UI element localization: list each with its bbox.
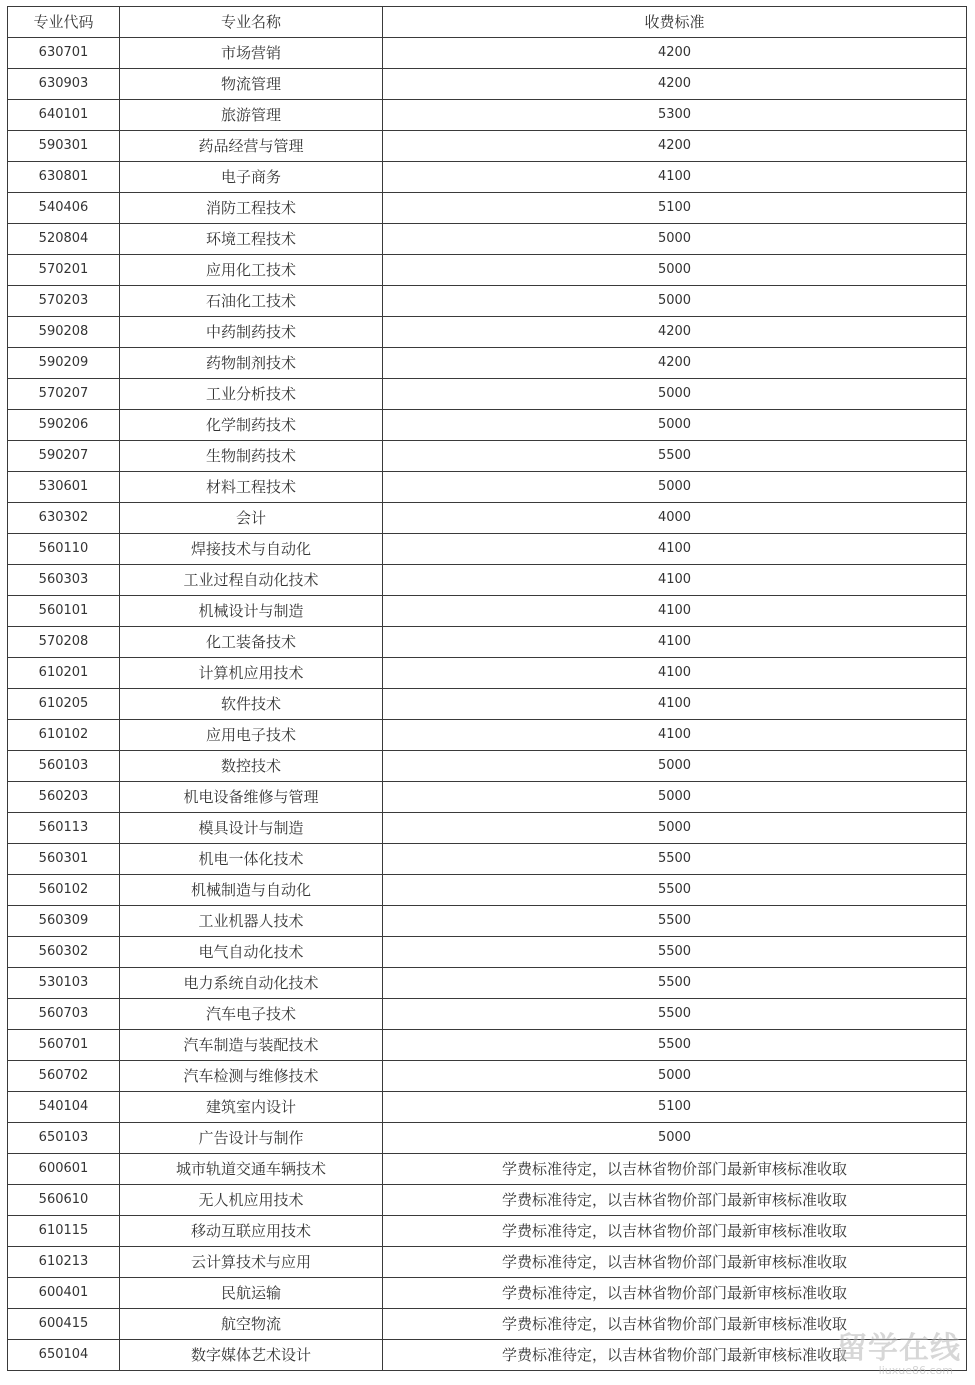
cell-major-name: 无人机应用技术 [120, 1185, 383, 1216]
cell-major-code: 560113 [8, 813, 120, 844]
table-row [8, 162, 967, 193]
cell-major-code: 560303 [8, 565, 120, 596]
cell-fee-standard: 4100 [383, 162, 967, 193]
table-header-row [8, 7, 967, 38]
cell-fee-standard: 4200 [383, 38, 967, 69]
cell-major-code: 570208 [8, 627, 120, 658]
cell-fee-standard: 5000 [383, 751, 967, 782]
table-row [8, 968, 967, 999]
cell-fee-standard: 学费标准待定，以吉林省物价部门最新审核标准收取 [383, 1309, 967, 1340]
table-row [8, 1278, 967, 1309]
cell-major-name: 生物制药技术 [120, 441, 383, 472]
cell-major-name: 石油化工技术 [120, 286, 383, 317]
cell-fee-standard: 4200 [383, 131, 967, 162]
cell-major-code: 650104 [8, 1340, 120, 1371]
cell-major-code: 560703 [8, 999, 120, 1030]
cell-fee-standard: 5500 [383, 968, 967, 999]
cell-fee-standard: 4100 [383, 565, 967, 596]
cell-major-code: 530601 [8, 472, 120, 503]
cell-major-code: 560610 [8, 1185, 120, 1216]
cell-major-code: 630701 [8, 38, 120, 69]
table-row [8, 844, 967, 875]
header-major-code: 专业代码 [8, 7, 120, 38]
table-row [8, 1092, 967, 1123]
table-row [8, 379, 967, 410]
table-row [8, 937, 967, 968]
table-row [8, 782, 967, 813]
cell-major-code: 560301 [8, 844, 120, 875]
cell-major-name: 机电一体化技术 [120, 844, 383, 875]
cell-major-name: 市场营销 [120, 38, 383, 69]
table-row [8, 565, 967, 596]
cell-fee-standard: 5000 [383, 286, 967, 317]
cell-fee-standard: 4200 [383, 69, 967, 100]
cell-major-name: 数控技术 [120, 751, 383, 782]
cell-fee-standard: 5000 [383, 255, 967, 286]
cell-major-name: 药品经营与管理 [120, 131, 383, 162]
table-row [8, 317, 967, 348]
cell-major-code: 540406 [8, 193, 120, 224]
watermark-url: liuxue86.com [878, 1364, 953, 1377]
cell-major-name: 消防工程技术 [120, 193, 383, 224]
cell-major-code: 610102 [8, 720, 120, 751]
watermark-text: 留学在线 [837, 1331, 961, 1366]
cell-major-code: 560110 [8, 534, 120, 565]
cell-major-code: 630302 [8, 503, 120, 534]
cell-major-code: 540104 [8, 1092, 120, 1123]
cell-fee-standard: 4200 [383, 348, 967, 379]
cell-major-code: 650103 [8, 1123, 120, 1154]
fee-standard-table [7, 6, 967, 1371]
cell-fee-standard: 5500 [383, 441, 967, 472]
table-row [8, 534, 967, 565]
table-row [8, 1340, 967, 1371]
cell-major-code: 590207 [8, 441, 120, 472]
table-row [8, 38, 967, 69]
table-row [8, 1061, 967, 1092]
cell-major-code: 630801 [8, 162, 120, 193]
table-row [8, 131, 967, 162]
cell-major-name: 材料工程技术 [120, 472, 383, 503]
cell-fee-standard: 5000 [383, 224, 967, 255]
table-row [8, 100, 967, 131]
cell-major-name: 工业机器人技术 [120, 906, 383, 937]
table-row [8, 503, 967, 534]
cell-fee-standard: 4100 [383, 596, 967, 627]
cell-major-name: 旅游管理 [120, 100, 383, 131]
cell-fee-standard: 5500 [383, 875, 967, 906]
cell-major-code: 560101 [8, 596, 120, 627]
table-row [8, 1309, 967, 1340]
cell-major-code: 610115 [8, 1216, 120, 1247]
table-row [8, 906, 967, 937]
cell-fee-standard: 学费标准待定，以吉林省物价部门最新审核标准收取 [383, 1154, 967, 1185]
cell-major-name: 环境工程技术 [120, 224, 383, 255]
cell-major-name: 城市轨道交通车辆技术 [120, 1154, 383, 1185]
table-row [8, 627, 967, 658]
cell-fee-standard: 学费标准待定，以吉林省物价部门最新审核标准收取 [383, 1247, 967, 1278]
cell-major-code: 560702 [8, 1061, 120, 1092]
cell-major-code: 610205 [8, 689, 120, 720]
cell-fee-standard: 5000 [383, 782, 967, 813]
cell-fee-standard: 学费标准待定，以吉林省物价部门最新审核标准收取 [383, 1185, 967, 1216]
cell-major-code: 560309 [8, 906, 120, 937]
cell-fee-standard: 4200 [383, 317, 967, 348]
table-row [8, 348, 967, 379]
cell-major-code: 590301 [8, 131, 120, 162]
cell-major-name: 工业过程自动化技术 [120, 565, 383, 596]
table-row [8, 1030, 967, 1061]
cell-major-code: 570207 [8, 379, 120, 410]
cell-major-code: 600401 [8, 1278, 120, 1309]
cell-major-name: 会计 [120, 503, 383, 534]
cell-fee-standard: 5300 [383, 100, 967, 131]
table-row [8, 472, 967, 503]
cell-major-code: 590206 [8, 410, 120, 441]
cell-major-name: 汽车电子技术 [120, 999, 383, 1030]
table-row [8, 1216, 967, 1247]
table-row [8, 689, 967, 720]
cell-major-code: 600415 [8, 1309, 120, 1340]
table-row [8, 1185, 967, 1216]
table-row [8, 410, 967, 441]
cell-major-name: 汽车检测与维修技术 [120, 1061, 383, 1092]
table-row [8, 875, 967, 906]
cell-major-name: 工业分析技术 [120, 379, 383, 410]
cell-fee-standard: 5500 [383, 937, 967, 968]
cell-major-code: 610201 [8, 658, 120, 689]
cell-major-name: 化学制药技术 [120, 410, 383, 441]
cell-major-name: 中药制药技术 [120, 317, 383, 348]
cell-major-name: 电子商务 [120, 162, 383, 193]
cell-fee-standard: 4100 [383, 627, 967, 658]
cell-major-code: 600601 [8, 1154, 120, 1185]
cell-fee-standard: 5500 [383, 999, 967, 1030]
cell-major-code: 530103 [8, 968, 120, 999]
cell-major-name: 移动互联应用技术 [120, 1216, 383, 1247]
cell-major-name: 航空物流 [120, 1309, 383, 1340]
table-row [8, 1154, 967, 1185]
cell-fee-standard: 5100 [383, 193, 967, 224]
cell-major-name: 化工装备技术 [120, 627, 383, 658]
table-row [8, 813, 967, 844]
cell-major-name: 电力系统自动化技术 [120, 968, 383, 999]
cell-fee-standard: 4100 [383, 689, 967, 720]
cell-fee-standard: 学费标准待定，以吉林省物价部门最新审核标准收取 [383, 1340, 967, 1371]
cell-major-code: 590209 [8, 348, 120, 379]
table-row [8, 658, 967, 689]
cell-major-name: 应用电子技术 [120, 720, 383, 751]
cell-major-name: 应用化工技术 [120, 255, 383, 286]
cell-fee-standard: 4100 [383, 534, 967, 565]
cell-fee-standard: 5000 [383, 1123, 967, 1154]
cell-fee-standard: 5100 [383, 1092, 967, 1123]
header-major-name: 专业名称 [120, 7, 383, 38]
cell-fee-standard: 4100 [383, 720, 967, 751]
cell-major-code: 560203 [8, 782, 120, 813]
cell-major-code: 520804 [8, 224, 120, 255]
cell-major-code: 560103 [8, 751, 120, 782]
cell-major-name: 焊接技术与自动化 [120, 534, 383, 565]
table-row [8, 751, 967, 782]
cell-major-code: 610213 [8, 1247, 120, 1278]
cell-fee-standard: 5000 [383, 472, 967, 503]
cell-fee-standard: 5000 [383, 379, 967, 410]
cell-major-name: 电气自动化技术 [120, 937, 383, 968]
table-body [8, 38, 967, 1371]
cell-major-code: 560701 [8, 1030, 120, 1061]
table-row [8, 1123, 967, 1154]
table-row [8, 596, 967, 627]
cell-major-name: 药物制剂技术 [120, 348, 383, 379]
cell-fee-standard: 学费标准待定，以吉林省物价部门最新审核标准收取 [383, 1278, 967, 1309]
cell-major-code: 560102 [8, 875, 120, 906]
table-row [8, 255, 967, 286]
cell-major-name: 计算机应用技术 [120, 658, 383, 689]
cell-fee-standard: 5500 [383, 1030, 967, 1061]
cell-fee-standard: 5500 [383, 844, 967, 875]
cell-major-name: 机械设计与制造 [120, 596, 383, 627]
cell-major-name: 云计算技术与应用 [120, 1247, 383, 1278]
cell-major-name: 广告设计与制作 [120, 1123, 383, 1154]
table-row [8, 69, 967, 100]
table-row [8, 720, 967, 751]
cell-major-name: 数字媒体艺术设计 [120, 1340, 383, 1371]
cell-major-code: 560302 [8, 937, 120, 968]
header-fee-standard: 收费标准 [383, 7, 967, 38]
cell-major-name: 软件技术 [120, 689, 383, 720]
cell-fee-standard: 5500 [383, 906, 967, 937]
cell-major-name: 模具设计与制造 [120, 813, 383, 844]
cell-major-code: 630903 [8, 69, 120, 100]
cell-major-name: 汽车制造与装配技术 [120, 1030, 383, 1061]
cell-major-name: 机械制造与自动化 [120, 875, 383, 906]
cell-major-code: 570203 [8, 286, 120, 317]
cell-major-name: 建筑室内设计 [120, 1092, 383, 1123]
cell-fee-standard: 5000 [383, 410, 967, 441]
table-row [8, 999, 967, 1030]
table-row [8, 441, 967, 472]
table-row [8, 1247, 967, 1278]
cell-fee-standard: 5000 [383, 813, 967, 844]
table-row [8, 193, 967, 224]
cell-major-name: 机电设备维修与管理 [120, 782, 383, 813]
cell-major-code: 640101 [8, 100, 120, 131]
cell-fee-standard: 学费标准待定，以吉林省物价部门最新审核标准收取 [383, 1216, 967, 1247]
table-row [8, 286, 967, 317]
cell-fee-standard: 4100 [383, 658, 967, 689]
cell-fee-standard: 5000 [383, 1061, 967, 1092]
cell-major-code: 570201 [8, 255, 120, 286]
cell-major-name: 民航运输 [120, 1278, 383, 1309]
cell-major-name: 物流管理 [120, 69, 383, 100]
cell-fee-standard: 4000 [383, 503, 967, 534]
cell-major-code: 590208 [8, 317, 120, 348]
table-row [8, 224, 967, 255]
